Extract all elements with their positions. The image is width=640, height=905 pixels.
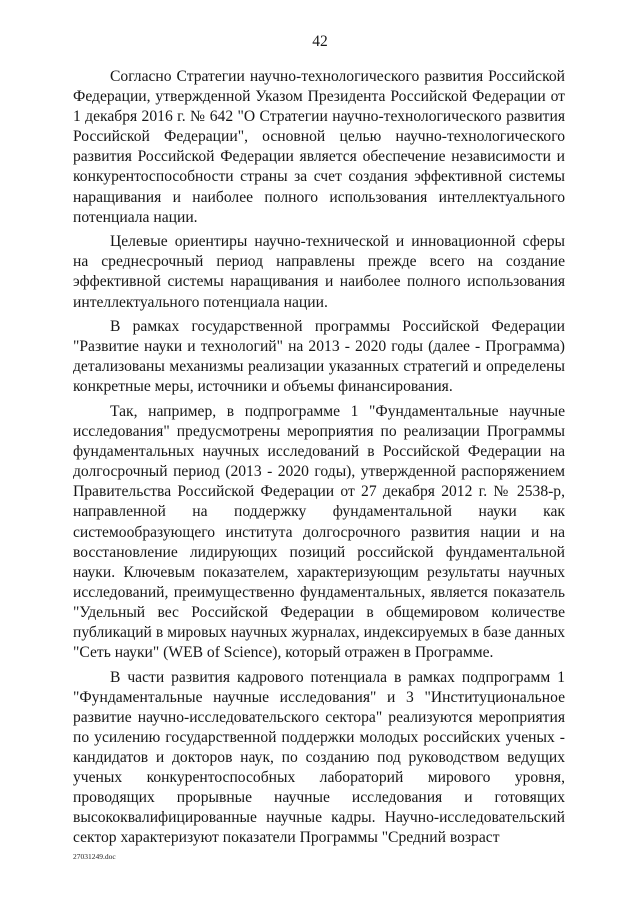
paragraph-personnel: В части развития кадрового потенциала в рамках подпрограмм 1 "Фундаментальные научные исследования" и 3 "Институциональное развитие научно-исследовательского сектора" реализуются мероприятия по усилению государственной поддержки молодых российских ученых - кандидатов и докторов наук, по созданию под руководством ведущих ученых конкурентоспособных лабораторий мирового уровня, проводящих прорывные научные исследования и готовящих высококвалифицированные научные кадры. Научно-исследовательский сектор характеризуют показатели Программы "Средний возраст [73, 668, 565, 847]
paragraph-targets: Целевые ориентиры научно-технической и инновационной сферы на среднесрочный период направлены прежде всего на создание эффективной системы наращивания и наиболее полного использования интеллектуального потенциала нации. [73, 233, 565, 311]
paragraph-strategy: Согласно Стратегии научно-технологического развития Российской Федерации, утвержденной Указом Президента Российской Федерации от 1 декабря 2016 г. № 642 "О Стратегии научно-технологического развития Российской Федерации", основной целью научно-технологического развития Российской Федерации является обеспечение независимости и конкурентоспособности страны за счет создания эффективной системы наращивания и наиболее полного использования интеллектуального потенциала нации. [73, 68, 565, 226]
paragraph-program: В рамках государственной программы Российской Федерации "Развитие науки и технологий" на 2013 - 2020 годы (далее - Программа) детализованы механизмы реализации указанных стратегий и определены конкретные меры, источники и объемы финансирования. [73, 318, 565, 396]
footer-document-id: 27031249.doc [73, 852, 116, 861]
page-number: 42 [312, 33, 328, 50]
paragraph-subprogram-1: Так, например, в подпрограмме 1 "Фундаментальные научные исследования" предусмотрены мероприятия по реализации Программы фундаментальных научных исследований в Российской Федерации на долгосрочный период (2013 - 2020 годы), утвержденной распоряжением Правительства Российской Федерации от 27 декабря 2012 г. № 2538-р, направленной на поддержку фундаментальной науки как системообразующего института долгосрочного развития нации и на восстановление лидирующих позиций российской фундаментальной науки. Ключевым показателем, характеризующим результаты научных исследований, преимущественно фундаментальных, является показатель "Удельный вес Российской Федерации в общемировом количестве публикаций в мировых научных журналах, индексируемых в базе данных "Сеть науки" (WEB of Science), который отражен в Программе. [73, 403, 565, 662]
document-body [73, 67, 565, 853]
